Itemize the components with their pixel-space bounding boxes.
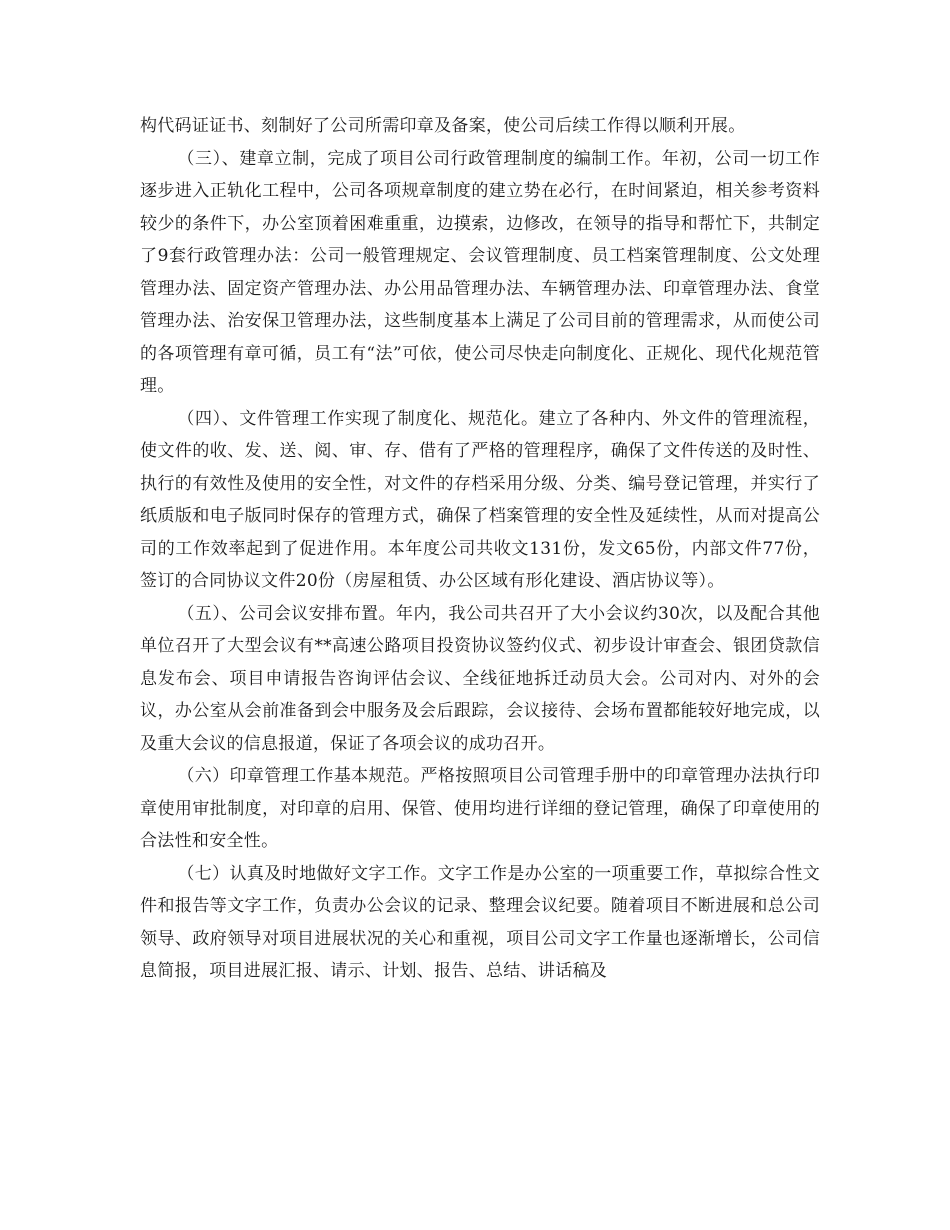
- document-page: [140, 110, 820, 988]
- paragraph-6: （七）认真及时地做好文字工作。文字工作是办公室的一项重要工作，草拟综合性文件和报告等文字工作，负责办公会议的记录、整理会议纪要。随着项目不断进展和总公司领导、政府领导对项目进展状况的关心和重视，项目公司文字工作量也逐渐增长，公司信息简报，项目进展汇报、请示、计划、报告、总结、讲话稿及: [140, 863, 820, 981]
- paragraph-2: （三）、建章立制，完成了项目公司行政管理制度的编制工作。年初，公司一切工作逐步进入正轨化工程中，公司各项规章制度的建立势在必行，在时间紧迫，相关参考资料较少的条件下，办公室顶着困难重重，边摸索，边修改，在领导的指导和帮忙下，共制定了9套行政管理办法：公司一般管理规定、会议管理制度、员工档案管理制度、公文处理管理办法、固定资产管理办法、办公用品管理办法、车辆管理办法、印章管理办法、食堂管理办法、治安保卫管理办法，这些制度基本上满足了公司目前的管理需求，从而使公司的各项管理有章可循，员工有“法”可依，使公司尽快走向制度化、正规化、现代化规范管理。: [140, 148, 820, 396]
- paragraph-3: （四）、文件管理工作实现了制度化、规范化。建立了各种内、外文件的管理流程，使文件的收、发、送、阅、审、存、借有了严格的管理程序，确保了文件传送的及时性、执行的有效性及使用的安全性，对文件的存档采用分级、分类、编号登记管理，并实行了纸质版和电子版同时保存的管理方式，确保了档案管理的安全性及延续性，从而对提高公司的工作效率起到了促进作用。本年度公司共收文131份，发文65份，内部文件77份，签订的合同协议文件20份（房屋租赁、办公区域有形化建设、酒店协议等）。: [140, 408, 820, 591]
- paragraph-4: （五）、公司会议安排布置。年内，我公司共召开了大小会议约30次，以及配合其他单位召开了大型会议有**高速公路项目投资协议签约仪式、初步设计审查会、银团贷款信息发布会、项目申请报告咨询评估会议、全线征地拆迁动员大会。公司对内、对外的会议，办公室从会前准备到会中服务及会后跟踪，会议接待、会场布置都能较好地完成，以及重大会议的信息报道，保证了各项会议的成功召开。: [140, 603, 820, 754]
- paragraph-1: 构代码证证书、刻制好了公司所需印章及备案，使公司后续工作得以顺利开展。: [140, 116, 746, 136]
- paragraph-5: （六）印章管理工作基本规范。严格按照项目公司管理手册中的印章管理办法执行印章使用审批制度，对印章的启用、保管、使用均进行详细的登记管理，确保了印章使用的合法性和安全性。: [140, 766, 820, 851]
